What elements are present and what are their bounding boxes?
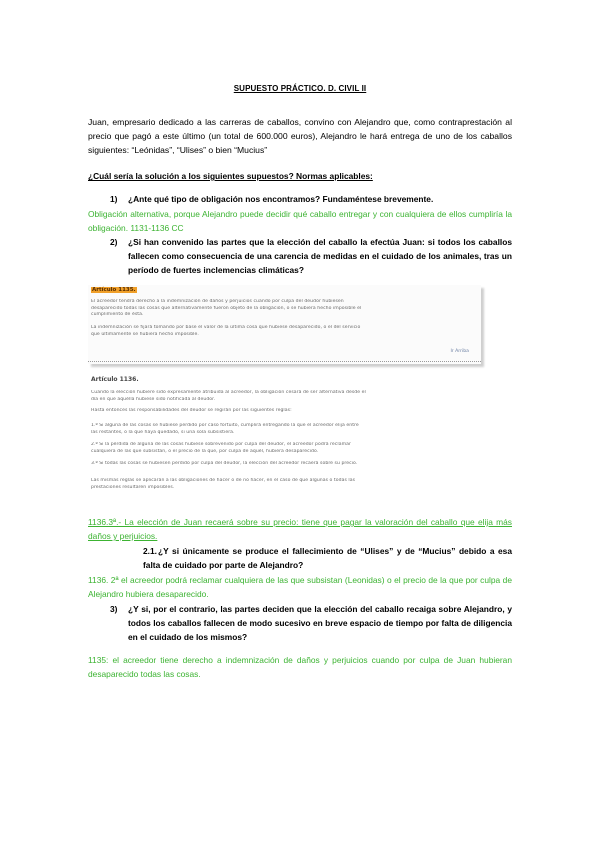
question-3-text: ¿Y si, por el contrario, las partes deciden que la elección del caballo recaiga sobre Alejandro, y todos los caballos fallecen de modo sucesivo en breve espacio de tiempo por falta de diligencia en el cuidado de los mismos? xyxy=(128,604,512,643)
answer-2-1: 1136. 2ª el acreedor podrá reclamar cualquiera de las que subsistan (Leonidas) o el precio de la que por culpa de Alejandro hubiera desaparecido. xyxy=(88,575,512,599)
question-2-text: ¿Si han convenido las partes que la elección del caballo la efectúa Juan: si todos los caballos fallecen como consecuencia de una carencia de medidas en el cuidado de los animales, tras un período de fuertes inclemencias climáticas? xyxy=(128,237,512,276)
document-title: SUPUESTO PRÁCTICO. D. CIVIL II xyxy=(233,84,367,93)
article-1135-line: El acreedor tendrá derecho a la indemnización de daños y perjuicios cuando por culpa del deudor hubiesen xyxy=(91,299,344,304)
article-separator xyxy=(88,361,481,362)
civil-code-articles-image xyxy=(88,285,481,522)
question-1-text: ¿Ante qué tipo de obligación nos encontramos? Fundaméntese brevemente. xyxy=(128,194,434,204)
article-1136-line: prestaciones resultaren imposibles. xyxy=(91,484,175,490)
article-1136-line: día en que aquélla hubiese sido notificada al deudor. xyxy=(91,396,216,402)
questions-heading: ¿Cuál sería la solución a los siguientes supuestos? Normas aplicables: xyxy=(88,171,373,181)
back-to-top-link[interactable]: Ir Arriba xyxy=(450,349,469,354)
article-1136-line: 1.ª Si alguna de las cosas se hubiese perdido por caso fortuito, cumplirá entregando la que el acreedor elija entre xyxy=(91,423,359,428)
article-1136-line: Cuando la elección hubiere sido expresamente atribuida al acreedor, la obligación cesará de ser alternativa desde el xyxy=(91,390,366,395)
answer-1: Obligación alternativa, porque Alejandro puede decidir qué caballo entregar y con cualquiera de ellos cumpliría la obligación. 1131-1136 CC xyxy=(88,209,512,233)
article-1136-line: 2.ª Si la pérdida de alguna de las cosas hubiese sobrevenido por culpa del deudor, el acreedor podrá reclamar xyxy=(91,442,351,447)
answer-2 xyxy=(88,515,512,543)
article-1135-line: cumplimiento de ésta. xyxy=(91,312,144,317)
article-1136-line: las restantes, o la que haya quedado, si una sola subsistiera. xyxy=(91,429,235,435)
question-2-1-text: ¿Y si únicamente se produce el fallecimiento de “Ulises” y de “Mucius” debido a esa falta de cuidado por parte de Alejandro? xyxy=(143,546,512,571)
article-1136-line: cualquiera de las que subsistan, o el precio de la que, por culpa de aquél, hubiera desaparecido. xyxy=(91,448,319,454)
question-2-number: 2) xyxy=(110,237,118,247)
question-2 xyxy=(110,235,512,278)
question-3 xyxy=(110,602,512,645)
article-1136-line: Hasta entonces las responsabilidades del deudor se regirán por las siguientes reglas: xyxy=(91,408,292,413)
article-1136-line: Las mismas reglas se aplicarán a las obligaciones de hacer o de no hacer, en el caso de que algunas o todas las xyxy=(91,478,356,483)
answer-3: 1135: el acreedor tiene derecho a indemnización de daños y perjuicios cuando por culpa de Juan hubieran desaparecido todas las cosas. xyxy=(88,655,512,679)
article-1136-line: 3.ª Si todas las cosas se hubiesen perdido por culpa del deudor, la elección del acreedor recaerá sobre su precio. xyxy=(91,461,358,466)
article-1136-title: Artículo 1136. xyxy=(91,376,139,383)
case-statement: Juan, empresario dedicado a las carreras de caballos, convino con Alejandro que, como contraprestación al precio que pagó a este último (un total de 600.000 euros), Alejandro le hará entrega de uno de los caballos siguientes: “Leónidas”, “Ulises” o bien “Mucius” xyxy=(88,117,512,156)
article-1135-line: La indemnización se fijará tomando por base el valor de la última cosa que hubiese desaparecido, o el del servicio xyxy=(91,325,361,330)
article-1135-title: Artículo 1135. xyxy=(92,287,136,293)
article-1135-line: que últimamente se hubiera hecho imposible. xyxy=(91,331,199,337)
article-1135-line: desaparecido todas las cosas que alternativamente fueron objeto de la obligación, o se hubiera hecho imposible el xyxy=(91,305,362,311)
answer-2-text: 1136.3ª.- La elección de Juan recaerá sobre su precio: tiene que pagar la valoración del caballo que elija más daños y perjuicios. xyxy=(88,517,512,541)
question-1-number: 1) xyxy=(110,194,118,204)
question-1 xyxy=(110,192,512,206)
article-1135-panel xyxy=(88,285,481,364)
question-2-1 xyxy=(143,544,512,572)
question-3-number: 3) xyxy=(110,604,118,614)
question-2-1-number: 2.1. xyxy=(143,546,157,556)
